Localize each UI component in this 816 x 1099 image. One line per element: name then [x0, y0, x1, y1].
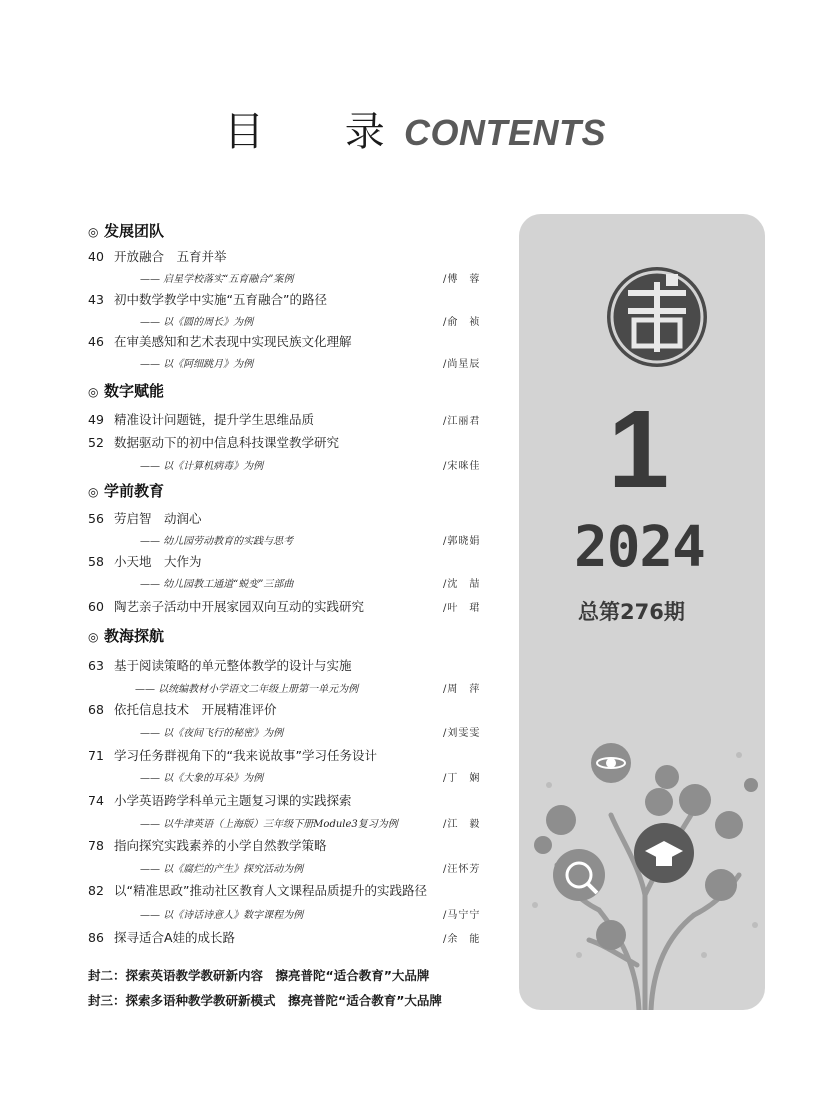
toc-author: /叶 珺 — [443, 603, 481, 614]
section-header: ◎ 数字赋能 — [88, 382, 165, 400]
toc-entry[interactable]: 43 初中数学教学中实施“五育融合”的路径 — [88, 292, 327, 307]
toc-subtitle: —— 以《计算机病毒》为例 — [140, 461, 264, 472]
toc-subtitle: —— 幼儿园教工通道“蜕变”三部曲 — [140, 579, 294, 590]
issue-number: 1 — [608, 388, 670, 511]
toc-author: /傅 蓉 — [443, 274, 481, 285]
toc-subtitle: —— 以《腐烂的产生》探究活动为例 — [140, 864, 304, 875]
section-header: ◎ 教海探航 — [88, 627, 165, 645]
toc-entry[interactable]: 49 精准设计问题链，提升学生思维品质 — [88, 412, 315, 427]
toc-entry[interactable]: 68 依托信息技术 开展精准评价 — [88, 702, 277, 717]
toc-author: /周 萍 — [443, 684, 481, 695]
toc-author: /汪怀芳 — [443, 864, 481, 875]
issue-total: 总第276期 — [578, 600, 685, 624]
toc-subtitle: —— 以牛津英语（上海版）三年级下册Module3复习为例 — [140, 819, 398, 830]
toc-subtitle: —— 以《大象的耳朵》为例 — [140, 773, 264, 784]
page-title-en: CONTENTS — [404, 112, 606, 153]
toc-author: /郭晓娟 — [443, 536, 481, 547]
toc-entry[interactable]: 86 探寻适合A娃的成长路 — [88, 930, 236, 945]
toc-author: /沈 喆 — [443, 579, 481, 590]
issue-year: 2024 — [574, 515, 705, 580]
toc-entry[interactable]: 52 数据驱动下的初中信息科技课堂教学研究 — [88, 435, 340, 450]
toc-entry[interactable]: 78 指向探究实践素养的小学自然教学策略 — [88, 838, 327, 853]
toc-subtitle: —— 以《阿细跳月》为例 — [140, 359, 254, 370]
toc-author: /尚星辰 — [443, 359, 481, 370]
section-header: ◎ 发展团队 — [88, 222, 165, 240]
toc-subtitle: —— 以统编教材小学语文二年级上册第一单元为例 — [135, 684, 359, 695]
toc-entry[interactable]: 60 陶艺亲子活动中开展家园双向互动的实践研究 — [88, 599, 365, 614]
toc-subtitle: —— 以《夜间飞行的秘密》为例 — [140, 728, 284, 739]
toc-author: /刘雯雯 — [443, 728, 481, 739]
toc-author: /俞 祯 — [443, 317, 481, 328]
toc-entry[interactable]: 56 劳启智 动润心 — [88, 511, 202, 526]
toc-entry[interactable]: 58 小天地 大作为 — [88, 554, 202, 569]
toc-subtitle: —— 幼儿园劳动教育的实践与思考 — [140, 536, 294, 547]
toc-entry[interactable]: 82 以“精准思政”推动社区教育人文课程品质提升的实践路径 — [88, 883, 427, 898]
toc-author: /马宁宁 — [443, 910, 481, 921]
toc-author: /宋咪佳 — [443, 461, 481, 472]
cover-note: 封二：探索英语教学教研新内容 擦亮普陀“适合教育”大品牌 — [88, 968, 430, 983]
toc-author: /丁 娴 — [443, 773, 481, 784]
toc-author: /江 毅 — [443, 819, 481, 830]
education-tree-icon — [519, 725, 765, 1010]
toc-author: /江丽君 — [443, 416, 481, 427]
toc-author: /余 能 — [443, 934, 481, 945]
toc-subtitle: —— 以《诗话诗意人》数字课程为例 — [140, 910, 304, 921]
toc-entry[interactable]: 71 学习任务群视角下的“我来说故事”学习任务设计 — [88, 748, 377, 763]
toc-entry[interactable]: 40 开放融合 五育并举 — [88, 249, 227, 264]
journal-logo-icon — [604, 264, 710, 370]
toc-entry[interactable]: 63 基于阅读策略的单元整体教学的设计与实施 — [88, 658, 352, 673]
cover-note: 封三：探索多语种教学教研新模式 擦亮普陀“适合教育”大品牌 — [88, 993, 442, 1008]
toc-subtitle: —— 以《圆的周长》为例 — [140, 317, 254, 328]
toc-subtitle: —— 启星学校落实“五育融合”案例 — [140, 274, 294, 285]
toc-entry[interactable]: 46 在审美感知和艺术表现中实现民族文化理解 — [88, 334, 352, 349]
section-header: ◎ 学前教育 — [88, 482, 165, 500]
page-title-cn: 目 录 — [224, 109, 419, 155]
toc-entry[interactable]: 74 小学英语跨学科单元主题复习课的实践探索 — [88, 793, 352, 808]
